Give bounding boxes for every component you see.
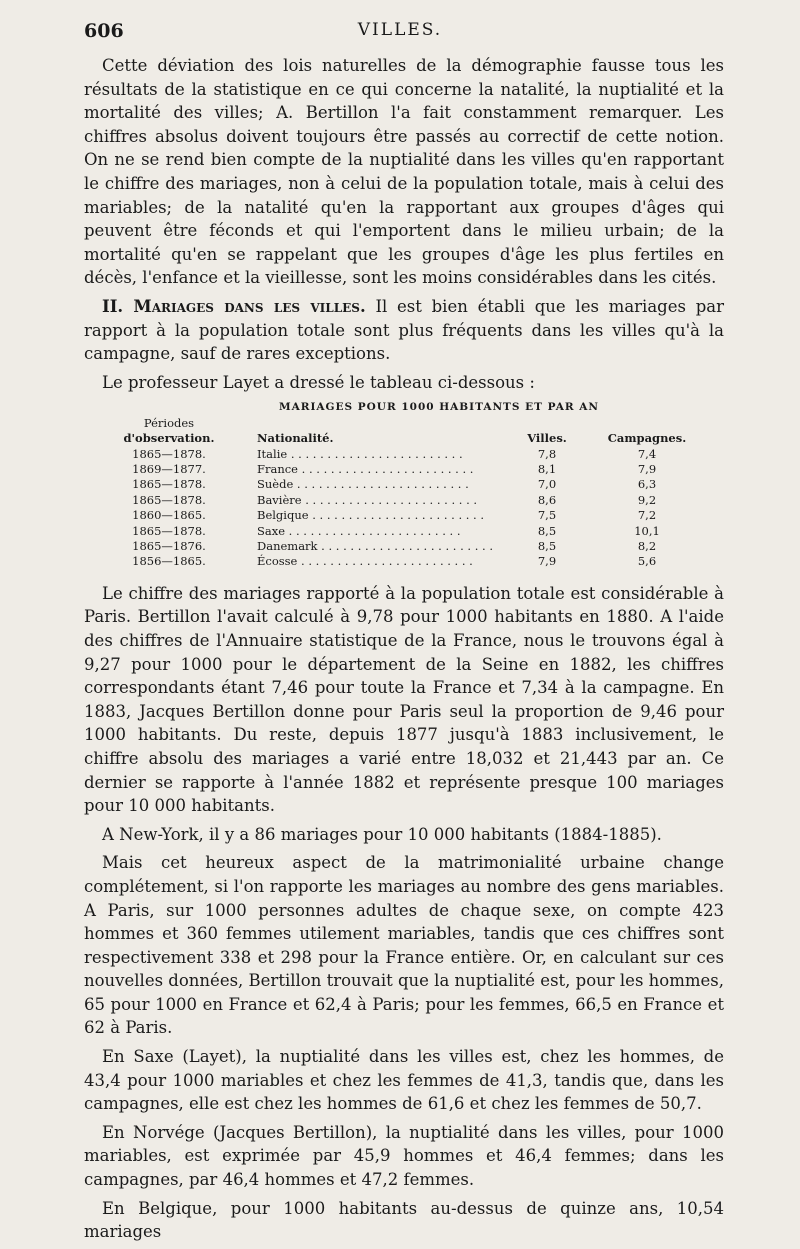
header-period-line2: d'observation.: [123, 431, 215, 446]
cell-period: 1865—1878.: [132, 446, 206, 461]
cell-cities: 8,5: [537, 538, 557, 553]
cell-nationality: Bavière: [257, 492, 302, 507]
paragraph: A New-York, il y a 86 mariages pour 10 000 habitants (1884-1885).: [102, 824, 662, 844]
cell-nationality: Écosse: [257, 554, 298, 569]
header-countryside: Campagnes.: [607, 431, 687, 446]
cell-period: 1865—1878.: [132, 523, 206, 538]
table-row: [84, 493, 724, 508]
cell-countryside: 7,4: [637, 446, 657, 461]
paragraph: Le chiffre des mariages rapporté à la population totale est considérable à Paris. Bertillon l'avait calculé à 9,78 pour 1000 habitants en 1880. A l'aide des chiffres de l'Annuaire statistique de la France, nous le trouvons égal à 9,27 pour 1000 pour le département de la Seine en 1882, les chiffres correspondants étant 7,46 pour toute la France et 7,34 à la campagne. En 1883, Jacques Bertillon donne pour Paris seul la proportion de 9,46 pour 1000 habitants. Du reste, depuis 1877 jusqu'à 1883 inclusivement, le chiffre absolu des mariages a varié entre 18,032 et 21,443 par an. Ce dernier se rapporte à l'année 1882 et représente presque 100 mariages pour 10 000 habitants.: [84, 583, 724, 816]
cell-countryside: 10,1: [634, 523, 660, 538]
header-period-line1: Périodes: [143, 415, 195, 430]
table-caption: MARIAGES POUR 1000 HABITANTS ET PAR AN: [279, 401, 599, 414]
cell-cities: 8,1: [537, 461, 557, 476]
table-row: [84, 539, 724, 554]
cell-nationality: Italie: [257, 446, 288, 461]
cell-cities: 7,0: [537, 477, 557, 492]
cell-cities: 8,6: [537, 492, 557, 507]
header-nationality: Nationalité.: [257, 431, 334, 446]
cell-cities: 7,5: [537, 508, 557, 523]
table-row: [84, 524, 724, 539]
cell-countryside: 7,2: [637, 508, 657, 523]
cell-period: 1856—1865.: [132, 554, 206, 569]
paragraph: En Belgique, pour 1000 habitants au-dessus de quinze ans, 10,54 mariages: [84, 1198, 724, 1242]
section-text: Il est bien établi que les mariages par rapport à la population totale sont plus fréquents dans les villes qu'à la campagne, sauf de rares exceptions.: [84, 296, 724, 364]
table-row: [84, 477, 724, 492]
cell-countryside: 7,9: [637, 461, 657, 476]
cell-countryside: 9,2: [637, 492, 657, 507]
page-body: [84, 54, 724, 1249]
cell-countryside: 5,6: [637, 554, 657, 569]
page-header: [84, 20, 716, 50]
cell-nationality: Suède: [257, 477, 294, 492]
cell-period: 1865—1876.: [132, 538, 206, 553]
paragraph: En Saxe (Layet), la nuptialité dans les villes est, chez les hommes, de 43,4 pour 1000 mariables et chez les femmes de 41,3, tandis que, dans les campagnes, elle est chez les hommes de 61,6 et chez les femmes de 50,7.: [84, 1047, 724, 1114]
cell-cities: 8,5: [537, 523, 557, 538]
cell-countryside: 8,2: [637, 538, 657, 553]
cell-nationality: France: [257, 461, 298, 476]
cell-period: 1869—1877.: [132, 461, 206, 476]
marriage-table: [84, 400, 724, 569]
table-row: [84, 554, 724, 569]
paragraph: Cette déviation des lois naturelles de la démographie fausse tous les résultats de la statistique en ce qui concerne la natalité, la nuptialité et la mortalité des villes; A. Bertillon l'a fait constamment remarquer. Les chiffres absolus doivent toujours être passés au correctif de cette notion. On ne se rend bien compte de la nuptialité dans les villes qu'en rapportant le chiffre des mariages, non à celui de la population totale, mais à celui des mariables; de la natalité qu'en la rapportant aux groupes d'âges qui peuvent être féconds et qui l'emportent dans le milieu urbain; de la mortalité qu'en se rappelant que les groupes d'âge les plus fertiles en décès, l'enfance et la vieillesse, sont les moins considérables dans les cités.: [84, 56, 724, 288]
section-heading: II. Mariages dans les villes.: [102, 296, 366, 316]
page-number: 606: [84, 20, 124, 42]
header-cities: Villes.: [527, 431, 567, 446]
table-header-row-2: [84, 431, 724, 446]
cell-period: 1865—1878.: [132, 477, 206, 492]
cell-nationality: Danemark: [257, 538, 318, 553]
table-intro: Le professeur Layet a dressé le tableau ci-dessous :: [102, 372, 535, 392]
section-paragraph: [84, 295, 724, 366]
cell-nationality: Belgique: [257, 508, 309, 523]
paragraph: En Norvége (Jacques Bertillon), la nuptialité dans les villes, pour 1000 mariables, est exprimée par 45,9 hommes et 46,4 femmes; dans les campagnes, par 46,4 hommes et 47,2 femmes.: [84, 1122, 724, 1190]
cell-cities: 7,8: [537, 446, 557, 461]
table-row: [84, 447, 724, 462]
cell-nationality: Saxe: [257, 523, 286, 538]
running-title: VILLES.: [357, 20, 443, 40]
table-row: [84, 508, 724, 523]
cell-countryside: 6,3: [637, 477, 657, 492]
paragraph: Mais cet heureux aspect de la matrimonialité urbaine change complétement, si l'on rapporte les mariages au nombre des gens mariables. A Paris, sur 1000 personnes adultes de chaque sexe, on compte 423 hommes et 360 femmes utilement mariables, tandis que ces chiffres sont respectivement 338 et 298 pour la France entière. Or, en calculant sur ces nouvelles données, Bertillon trouvait que la nuptialité est, pour les hommes, 65 pour 1000 en France et 62,4 à Paris; pour les femmes, 66,5 en France et 62 à Paris.: [84, 853, 724, 1038]
table-header-row-1: [84, 416, 724, 431]
cell-cities: 7,9: [537, 554, 557, 569]
table-row: [84, 462, 724, 477]
cell-period: 1865—1878.: [132, 492, 206, 507]
cell-period: 1860—1865.: [132, 508, 206, 523]
